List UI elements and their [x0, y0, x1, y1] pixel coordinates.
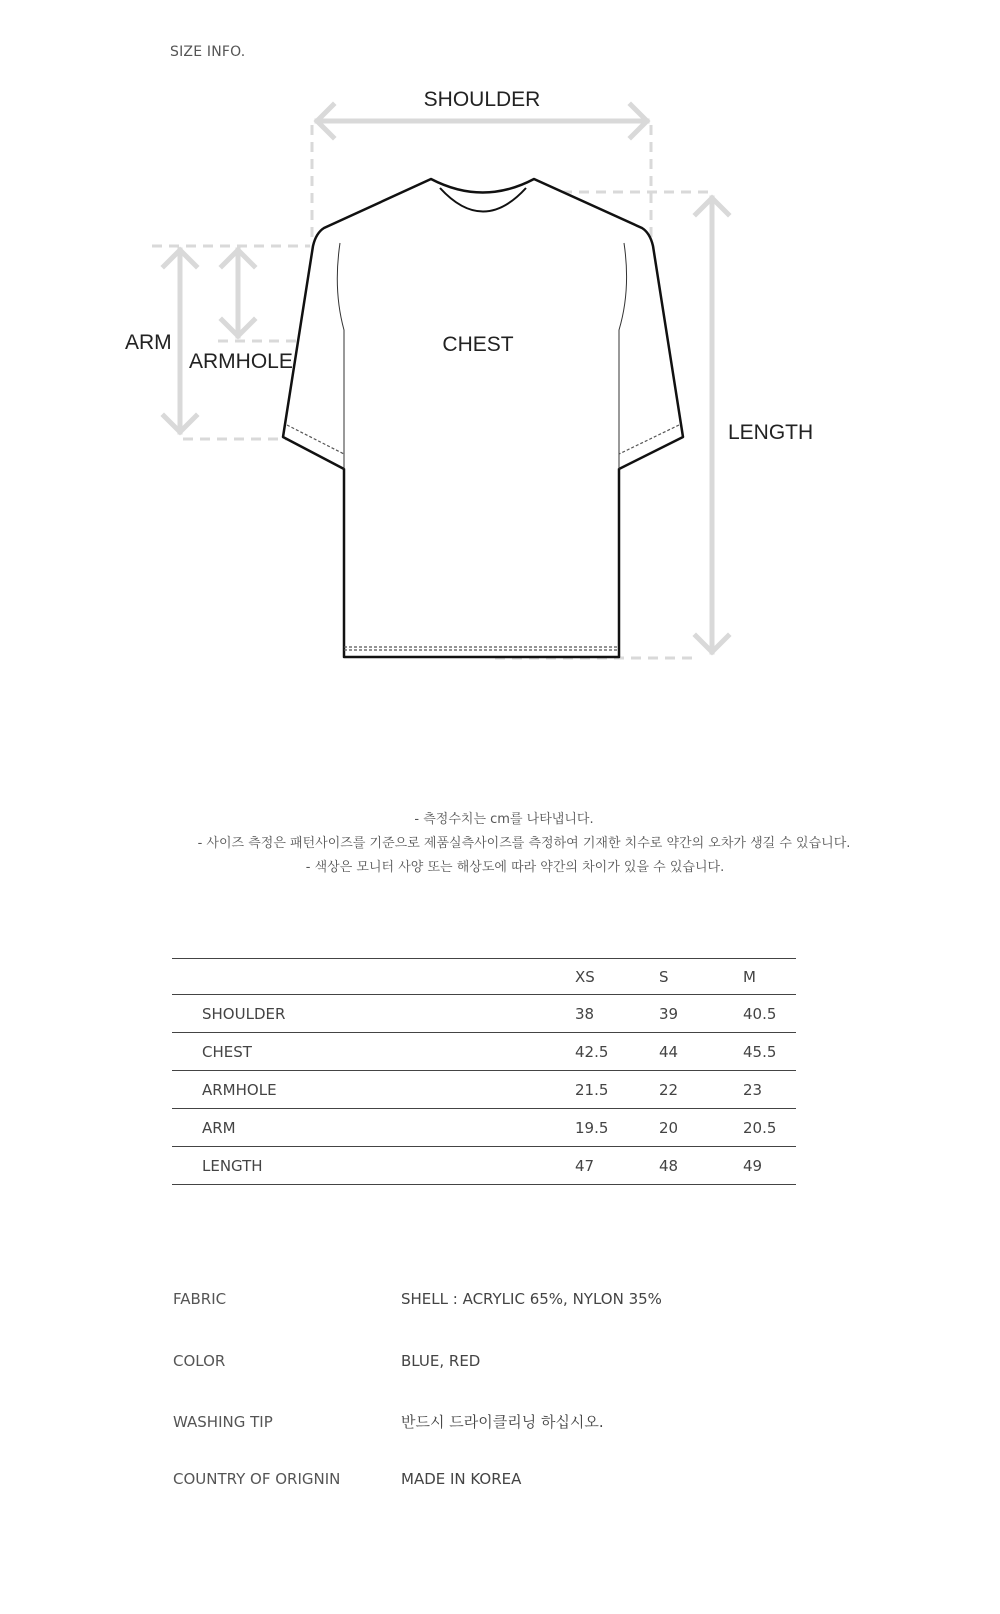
table-header-s: S: [658, 959, 742, 995]
table-row: [172, 1109, 796, 1147]
row-label: ARM: [172, 1109, 574, 1147]
info-label: FABRIC: [173, 1290, 227, 1308]
info-row-color: [173, 1352, 480, 1370]
info-label: WASHING TIP: [173, 1413, 273, 1431]
section-title: SIZE INFO.: [170, 44, 246, 60]
cell-value: 39: [658, 995, 742, 1033]
table-header-empty: [172, 959, 574, 995]
table-row: [172, 1033, 796, 1071]
info-label: COLOR: [173, 1352, 226, 1370]
cell-value: 44: [658, 1033, 742, 1071]
note-line: - 색상은 모니터 사양 또는 해상도에 따라 약간의 차이가 있을 수 있습니다.: [305, 860, 725, 875]
table-header-m: M: [742, 959, 796, 995]
cell-value: 42.5: [574, 1033, 658, 1071]
table-header-xs: XS: [574, 959, 658, 995]
size-table: [172, 958, 796, 1185]
cell-value: 45.5: [742, 1033, 796, 1071]
cell-value: 48: [658, 1147, 742, 1185]
label-arm: ARM: [125, 331, 172, 354]
cell-value: 47: [574, 1147, 658, 1185]
info-value: MADE IN KOREA: [401, 1470, 522, 1488]
row-label: CHEST: [172, 1033, 574, 1071]
info-value: SHELL : ACRYLIC 65%, NYLON 35%: [401, 1290, 662, 1308]
info-value: 반드시 드라이클리닝 하십시오.: [401, 1413, 604, 1431]
table-row: [172, 995, 796, 1033]
table-row: [172, 1147, 796, 1185]
cell-value: 19.5: [574, 1109, 658, 1147]
table-row: [172, 1071, 796, 1109]
cell-value: 40.5: [742, 995, 796, 1033]
row-label: LENGTH: [172, 1147, 574, 1185]
row-label: ARMHOLE: [172, 1071, 574, 1109]
info-row-country-of-origin: [173, 1470, 521, 1488]
label-length: LENGTH: [728, 421, 814, 444]
info-label: COUNTRY OF ORIGNIN: [173, 1470, 341, 1488]
cell-value: 23: [742, 1071, 796, 1109]
info-row-washing-tip: [173, 1411, 604, 1432]
tshirt-outline: [283, 179, 683, 657]
label-armhole: ARMHOLE: [189, 350, 293, 373]
cell-value: 49: [742, 1147, 796, 1185]
table-header-row: [172, 959, 796, 995]
cell-value: 20.5: [742, 1109, 796, 1147]
info-row-fabric: [173, 1290, 662, 1308]
size-diagram: [0, 0, 1000, 720]
label-chest: CHEST: [442, 333, 514, 356]
cell-value: 21.5: [574, 1071, 658, 1109]
cell-value: 22: [658, 1071, 742, 1109]
row-label: SHOULDER: [172, 995, 574, 1033]
note-line: - 측정수치는 cm를 나타냅니다.: [414, 812, 594, 827]
measurement-notes: [0, 808, 1000, 880]
cell-value: 20: [658, 1109, 742, 1147]
note-line: - 사이즈 측정은 패턴사이즈를 기준으로 제품실측사이즈를 측정하여 기재한 치수로 약간의 오차가 생길 수 있습니다.: [197, 836, 851, 851]
cell-value: 38: [574, 995, 658, 1033]
label-shoulder: SHOULDER: [423, 88, 541, 111]
info-value: BLUE, RED: [401, 1352, 481, 1370]
